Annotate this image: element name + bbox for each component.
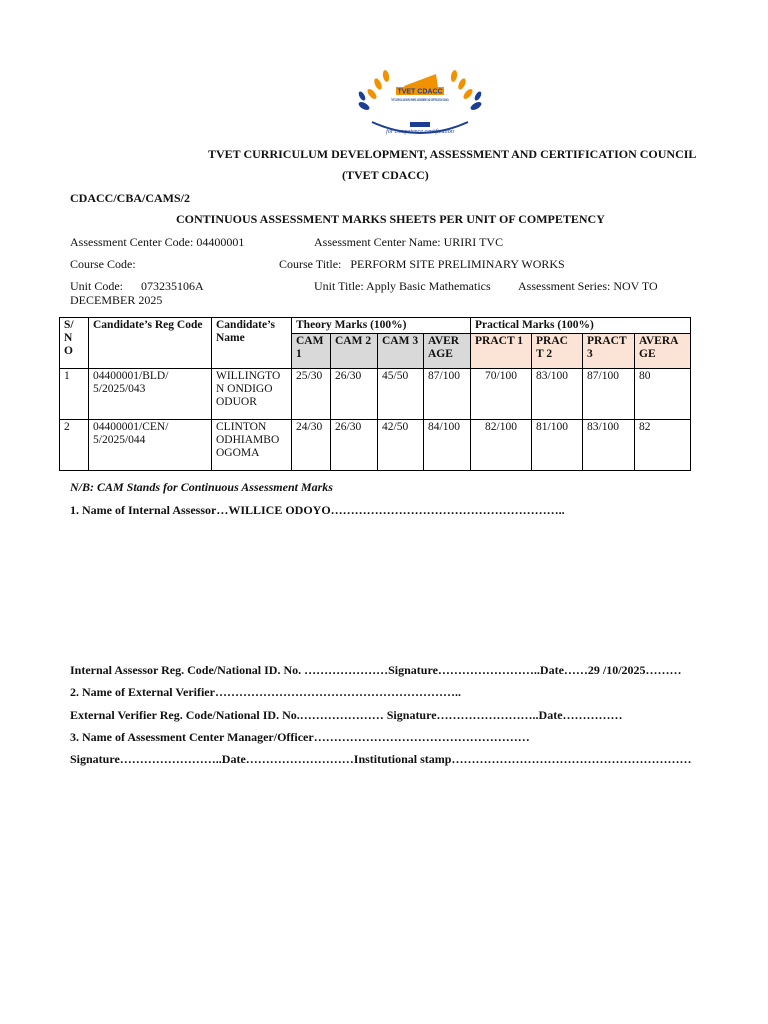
cell-practical-average: 82 xyxy=(635,420,691,471)
subheader-cam2: CAM 2 xyxy=(331,334,378,369)
cell-name: WILLINGTO N ONDIGO ODUOR xyxy=(212,369,292,420)
unit-title: Unit Title: Apply Basic Mathematics xyxy=(314,279,491,293)
table-row xyxy=(60,420,691,471)
cell-practical-average: 80 xyxy=(635,369,691,420)
cell-pract1: 82/100 xyxy=(471,420,532,471)
center-name: Assessment Center Name: URIRI TVC xyxy=(314,235,504,249)
internal-assessor-line: 1. Name of Internal Assessor…WILLICE ODOYO………………………………………………….. xyxy=(70,503,565,517)
cell-cam1: 25/30 xyxy=(292,369,331,420)
cell-pract2: 81/100 xyxy=(532,420,583,471)
cell-pract2: 83/100 xyxy=(532,369,583,420)
tvet-cdacc-logo xyxy=(352,64,488,140)
cell-pract1: 70/100 xyxy=(471,369,532,420)
header-reg-code: Candidate’s Reg Code xyxy=(89,318,212,369)
marks-table xyxy=(59,317,691,471)
subheader-cam1: CAM 1 xyxy=(292,334,331,369)
cell-cam3: 42/50 xyxy=(378,420,424,471)
cell-pract3: 87/100 xyxy=(583,369,635,420)
internal-assessor-reg-line: Internal Assessor Reg. Code/National ID. No. …………………Signature……………………..Date……29 /10/2025……… xyxy=(70,663,682,677)
doc-title: CONTINUOUS ASSESSMENT MARKS SHEETS PER UNIT OF COMPETENCY xyxy=(176,212,605,226)
course-code: Course Code: xyxy=(70,257,136,271)
doc-code: CDACC/CBA/CAMS/2 xyxy=(70,191,190,205)
unit-code: Unit Code: 073235106A xyxy=(70,279,204,293)
cell-cam2: 26/30 xyxy=(331,420,378,471)
header-practical: Practical Marks (100%) xyxy=(471,318,691,334)
subheader-theory-average: AVER AGE xyxy=(424,334,471,369)
cell-sno: 1 xyxy=(60,369,89,420)
cell-theory-average: 84/100 xyxy=(424,420,471,471)
assessment-series: Assessment Series: NOV TO xyxy=(518,279,658,293)
assessment-series-cont: DECEMBER 2025 xyxy=(70,293,163,307)
cell-cam1: 24/30 xyxy=(292,420,331,471)
signature-stamp-line: Signature……………………..Date………………………Institutional stamp…………………………………………………… xyxy=(70,752,692,766)
external-verifier-line: 2. Name of External Verifier…………………………………………………….. xyxy=(70,685,461,699)
cell-reg-code: 04400001/BLD/ 5/2025/043 xyxy=(89,369,212,420)
subheader-pract3: PRACT 3 xyxy=(583,334,635,369)
logo-inner-text: TVET CURRICULUM DEVELOPMENT, ASSESSMENT AND CERTIFICATION COUNCIL xyxy=(391,98,449,102)
cell-name: CLINTON ODHIAMBO OGOMA xyxy=(212,420,292,471)
header-theory: Theory Marks (100%) xyxy=(292,318,471,334)
subheader-pract1: PRACT 1 xyxy=(471,334,532,369)
cell-reg-code: 04400001/CEN/ 5/2025/044 xyxy=(89,420,212,471)
cell-pract3: 83/100 xyxy=(583,420,635,471)
logo-banner-text: TVET CDACC xyxy=(397,88,443,96)
center-code: Assessment Center Code: 04400001 xyxy=(70,235,245,249)
subheader-cam3: CAM 3 xyxy=(378,334,424,369)
header-name: Candidate’s Name xyxy=(212,318,292,369)
cell-sno: 2 xyxy=(60,420,89,471)
center-manager-line: 3. Name of Assessment Center Manager/Officer……………………………………………… xyxy=(70,730,530,744)
course-title: Course Title: PERFORM SITE PRELIMINARY WORKS xyxy=(279,257,565,271)
table-header-row xyxy=(60,318,691,334)
header-sno: S/ N O xyxy=(60,318,89,369)
org-name: TVET CURRICULUM DEVELOPMENT, ASSESSMENT AND CERTIFICATION COUNCIL xyxy=(208,147,697,161)
cell-cam2: 26/30 xyxy=(331,369,378,420)
cell-theory-average: 87/100 xyxy=(424,369,471,420)
external-verifier-reg-line: External Verifier Reg. Code/National ID. No.………………… Signature……………………..Date…………… xyxy=(70,708,623,722)
subheader-pract2: PRAC T 2 xyxy=(532,334,583,369)
logo-motto: for competence certification xyxy=(386,129,454,135)
org-abbr: (TVET CDACC) xyxy=(342,168,429,182)
table-row xyxy=(60,369,691,420)
subheader-practical-average: AVERA GE xyxy=(635,334,691,369)
cam-note: N/B: CAM Stands for Continuous Assessment Marks xyxy=(70,480,333,494)
cell-cam3: 45/50 xyxy=(378,369,424,420)
